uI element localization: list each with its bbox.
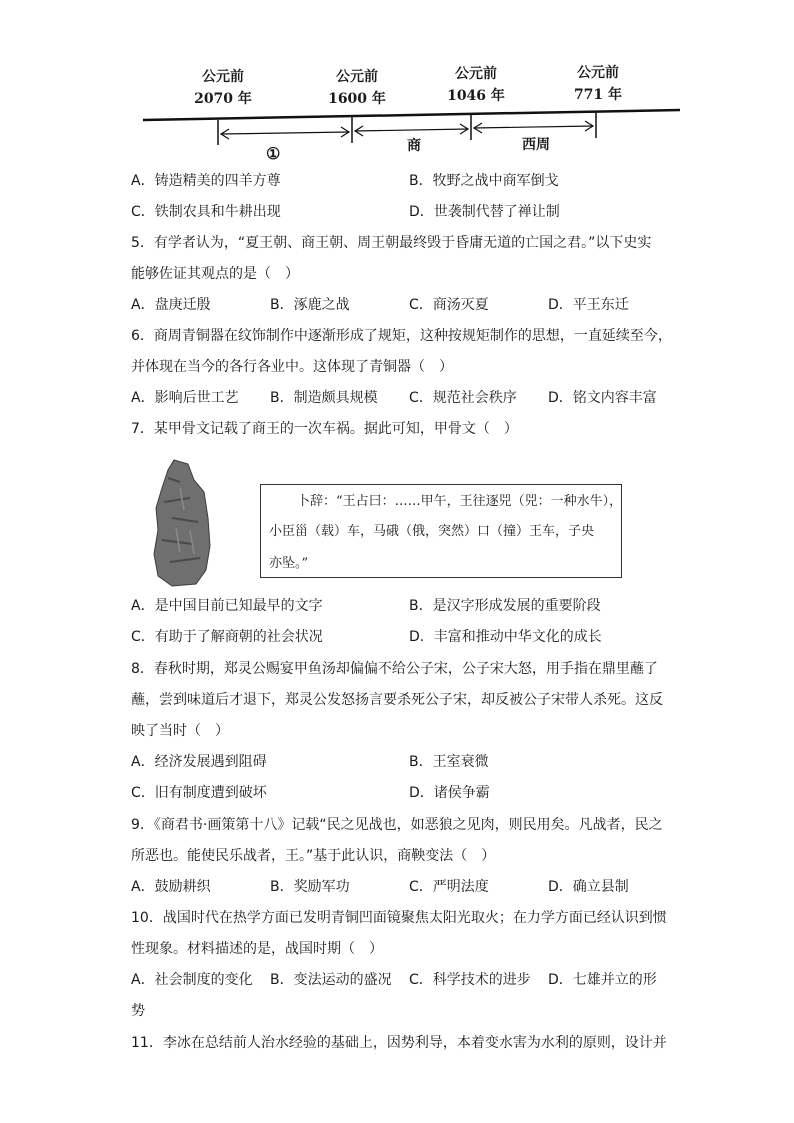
option-b: B．牧野之战中商军倒戈 [409,173,559,189]
question-5-stem: 能够佐证其观点的是（ ） [131,266,299,282]
timeline-segment-3: 西周 [522,137,550,153]
date-era-label: 公元前 [455,66,497,82]
option-a: A．是中国目前已知最早的文字 [131,598,323,614]
question-10-stem: 性现象。材料描述的是，战国时期（ ） [131,941,383,957]
date-year-label: 771 年 [573,87,623,103]
option-b: B．王室衰微 [409,754,489,770]
question-6-stem: 并体现在当今的各行各业中。这体现了青铜器（ ） [131,359,453,375]
option-c: C．规范社会秩序 [409,390,517,406]
timeline-date-1 [178,66,268,110]
oracle-bone-image [150,458,212,588]
option-a: A．鼓励耕织 [131,879,211,895]
inscription-box [260,484,622,578]
option-a: A．盘庚迁殷 [131,297,211,313]
date-era-label: 公元前 [202,69,244,85]
question-11-stem: 11．李冰在总结前人治水经验的基础上，因势利导，本着变水害为水利的原则，设计并 [131,1035,667,1051]
question-8-stem: 映了当时（ ） [131,723,229,739]
timeline-date-2 [312,66,402,110]
option-c: C．有助于了解商朝的社会状况 [131,629,323,645]
option-a: A．影响后世工艺 [131,390,239,406]
inscription-line: 亦坠。” [269,556,309,571]
option-c: C．旧有制度遭到破坏 [131,785,267,801]
date-year-label: 1046 年 [447,88,505,104]
option-b: B．变法运动的盛况 [270,972,392,988]
option-d: D．铭文内容丰富 [548,390,657,406]
question-10-stem: 10．战国时代在热学方面已发明青铜凹面镜聚焦太阳光取火；在力学方面已经认识到惯 [131,910,667,926]
option-b: B．制造颇具规模 [270,390,378,406]
date-year-label: 1600 年 [328,91,386,107]
option-c: C．商汤灭夏 [409,297,489,313]
inscription-line: 卜辞：“王占曰：……甲午，王往逐兕（兕：一种水牛）， [297,494,623,509]
timeline-figure [0,0,794,170]
option-d: D．确立县制 [548,879,629,895]
option-a: A．经济发展遇到阻碍 [131,754,267,770]
timeline-segment-2: 商 [407,138,421,154]
question-9-stem: 9．《商君书·画策第十八》记载“民之见战也，如恶狼之见肉，则民用矣。凡战者，民之 [131,817,663,833]
inscription-line: 小臣甾（载）车，马硪（俄，突然）口（撞）王车，子央 [269,524,595,539]
option-a: A．社会制度的变化 [131,972,253,988]
timeline-date-4 [553,62,643,106]
question-6-stem: 6．商周青铜器在纹饰制作中逐渐形成了规矩，这种按规矩制作的思想，一直延续至今， [131,328,672,344]
question-8-stem: 8．春秋时期，郑灵公赐宴甲鱼汤却偏偏不给公子宋，公子宋大怒，用手指在鼎里蘸了 [131,661,658,677]
option-b: B．涿鹿之战 [270,297,350,313]
timeline-segment-1: ① [266,144,281,163]
question-8-stem: 蘸，尝到味道后才退下，郑灵公发怒扬言要杀死公子宋，却反被公子宋带人杀死。这反 [131,692,663,708]
option-a: A．铸造精美的四羊方尊 [131,173,281,189]
date-year-label: 2070 年 [194,91,252,107]
timeline-date-3 [431,63,521,107]
option-c: C．科学技术的进步 [409,972,531,988]
question-5-stem: 5．有学者认为，“夏王朝、商王朝、周王朝最终毁于昏庸无道的亡国之君。”以下史实 [131,235,652,251]
option-b: B．是汉字形成发展的重要阶段 [409,598,601,614]
question-9-stem: 所恶也。能使民乐战者，王。”基于此认识，商鞅变法（ ） [131,848,496,864]
option-d: D．丰富和推动中华文化的成长 [409,629,602,645]
option-b: B．奖励军功 [270,879,350,895]
option-c: C．严明法度 [409,879,489,895]
option-d-continued: 势 [131,1003,145,1019]
question-7-stem: 7．某甲骨文记载了商王的一次车祸。据此可知，甲骨文（ ） [131,421,518,437]
option-d: D．七雄并立的形 [548,972,657,988]
date-era-label: 公元前 [336,69,378,85]
option-d: D．诸侯争霸 [409,785,490,801]
option-c: C．铁制农具和牛耕出现 [131,204,281,220]
option-d: D．平王东迁 [548,297,629,313]
option-d: D．世袭制代替了禅让制 [409,204,560,220]
date-era-label: 公元前 [577,65,619,81]
